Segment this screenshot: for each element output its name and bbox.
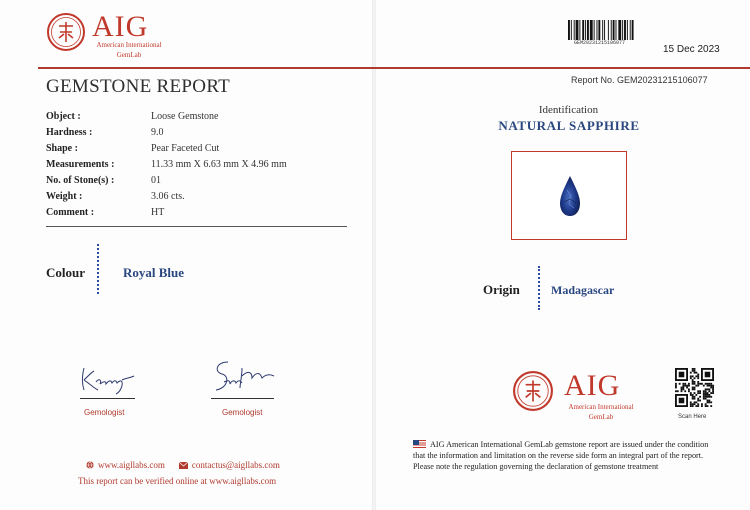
qr-module [688,385,690,387]
qr-module [699,390,701,392]
aig-seal-icon [512,370,554,412]
detail-label: Weight : [46,190,83,202]
qr-module [705,392,707,394]
qr-module [682,387,684,389]
qr-module [705,398,707,400]
qr-module [710,401,712,403]
qr-module [682,388,684,390]
qr-module [705,383,707,385]
qr-module [692,375,694,377]
qr-module [684,390,686,392]
barcode-bar [585,20,586,40]
qr-module [690,377,692,379]
logo-subtitle-2: GemLab [588,413,614,421]
barcode-bar [582,20,584,40]
contact-line [86,460,280,470]
qr-module [690,405,692,407]
signature-2-icon [206,356,280,398]
qr-module [694,401,696,403]
qr-module [707,385,709,387]
qr-module [699,400,701,402]
disclaimer-text: AIG American International GemLab gemstone report are issued under the condition that the information and limitation on the reverse side form an integral part of the report. Please note the regulation governing the declaration of gemstone treatment [413,440,709,472]
qr-module [707,392,709,394]
barcode-bar [604,20,605,40]
detail-label: Measurements : [46,158,115,170]
qr-module [705,403,707,405]
gemstone-photo-frame [511,151,627,240]
detail-label: Hardness : [46,126,93,138]
details-divider [46,226,347,227]
detail-label: Object : [46,110,81,122]
qr-module [703,392,705,394]
qr-code[interactable] [675,368,714,407]
qr-module [708,401,710,403]
qr-module [675,387,677,389]
qr-module [699,383,701,385]
qr-module [708,383,710,385]
sapphire-stone-image [512,152,628,241]
qr-module [694,388,696,390]
qr-module [684,385,686,387]
barcode-bar [579,20,580,40]
qr-module [675,385,677,387]
qr-module [703,385,705,387]
email-link[interactable]: contactus@aigllabs.com [191,460,280,470]
qr-module [710,385,712,387]
qr-module [705,388,707,390]
qr-module [692,381,694,383]
qr-module [692,370,694,372]
qr-module [705,372,711,378]
qr-module [703,396,705,398]
qr-module [699,396,701,398]
barcode-bar [611,20,612,40]
qr-module [707,396,709,398]
qr-module [681,387,683,389]
qr-module [694,368,696,370]
qr-module [694,377,696,379]
signature-1-line [80,398,135,399]
globe-icon [86,461,94,469]
qr-module [697,375,699,377]
signature-1-icon [76,362,142,396]
logo-subtitle-1: American International [96,41,162,49]
barcode-bar [587,20,589,40]
qr-module [697,374,699,376]
qr-module [705,396,707,398]
qr-module [692,405,694,407]
qr-module [695,405,697,407]
qr-module [695,385,697,387]
qr-module [694,383,696,385]
signature-1-title: Gemologist [84,408,125,417]
qr-module [697,405,699,407]
qr-module [697,383,699,385]
barcode-bar [624,20,626,40]
logo-wordmark: AIG [92,10,149,43]
detail-value: Pear Faceted Cut [151,142,220,154]
qr-module [697,381,699,383]
qr-module [692,394,694,396]
qr-module [694,372,696,374]
qr-module [703,394,705,396]
qr-module [694,387,696,389]
us-flag-icon [413,440,426,448]
qr-module [679,398,685,404]
qr-module [692,398,694,400]
detail-value: 11.33 mm X 6.63 mm X 4.96 mm [151,158,287,170]
barcode-bar [576,20,579,40]
qr-module [690,401,692,403]
origin-value: Madagascar [551,283,615,297]
qr-module [684,383,686,385]
qr-module [708,396,710,398]
verify-note: This report can be verified online at www.aigllabs.com [78,476,277,486]
qr-module [692,383,694,385]
aig-logo-bottom [512,369,634,421]
header-rule [38,67,750,69]
qr-module [707,388,709,390]
colour-value: Royal Blue [123,265,185,280]
qr-module [695,401,697,403]
barcode-bar [598,20,600,40]
qr-module [712,392,714,394]
qr-module [695,372,697,374]
detail-row [46,172,287,188]
barcode-bar [597,20,598,40]
qr-module [692,368,694,370]
barcode-bar [590,20,593,40]
barcode-bar [608,20,609,40]
qr-module [681,390,683,392]
logo-subtitle-2: GemLab [116,51,142,59]
qr-module [686,387,688,389]
center-fold [372,0,376,510]
qr-module [692,388,694,390]
qr-module [710,383,712,385]
qr-module [694,403,696,405]
barcode [568,20,660,40]
qr-module [692,387,694,389]
qr-module [705,405,707,407]
qr-module [686,385,688,387]
barcode-bar [616,20,617,40]
qr-module [694,398,696,400]
qr-module [694,392,696,394]
detail-row [46,156,287,172]
barcode-bar [602,20,603,40]
qr-module [694,381,696,383]
barcode-bar [568,20,570,40]
report-number: Report No. GEM20231215106077 [571,75,708,85]
qr-module [697,390,699,392]
detail-label: Comment : [46,206,95,218]
detail-row [46,188,287,204]
qr-module [703,390,705,392]
qr-module [708,388,710,390]
barcode-bar [622,20,623,40]
qr-module [690,394,692,396]
detail-value: HT [151,206,165,218]
qr-module [697,377,699,379]
identification-label: Identification [538,104,599,116]
qr-module [697,400,699,402]
qr-caption: Scan Here [678,414,707,420]
detail-value: Loose Gemstone [151,110,219,122]
barcode-bar [574,20,575,40]
envelope-icon [179,462,188,469]
origin-dotted-divider [538,266,540,310]
qr-module [695,375,697,377]
barcode-number: GEM20231215106077 [574,40,626,46]
qr-module [708,390,710,392]
qr-module [712,387,714,389]
barcode-bar [618,20,621,40]
qr-module [707,383,709,385]
colour-label: Colour [46,265,85,280]
barcode-bar [594,20,595,40]
qr-module [695,394,697,396]
qr-module [681,388,683,390]
qr-module [679,383,681,385]
detail-row [46,204,287,220]
detail-row [46,124,287,140]
barcode-bar [632,20,634,40]
qr-module [705,394,707,396]
qr-module [677,390,679,392]
qr-module [688,390,690,392]
page-title: GEMSTONE REPORT [46,76,231,97]
qr-module [710,405,712,407]
aig-logo [46,10,162,59]
website-link[interactable]: www.aigllabs.com [98,460,165,470]
qr-module [710,392,712,394]
qr-module [692,403,694,405]
qr-module [707,400,709,402]
qr-module [697,392,699,394]
detail-row [46,140,287,156]
qr-module [712,388,714,390]
qr-module [682,385,684,387]
qr-module [710,396,712,398]
qr-module [694,396,696,398]
detail-row [46,108,287,124]
barcode-bar [613,20,615,40]
signature-2-line [211,398,274,399]
detail-label: No. of Stone(s) : [46,174,115,186]
qr-module [708,394,710,396]
qr-module [708,400,710,402]
qr-module [690,403,692,405]
qr-module [707,394,709,396]
qr-module [692,379,694,381]
qr-module [707,401,709,403]
qr-module [705,390,707,392]
qr-module [699,392,701,394]
detail-label: Shape : [46,142,78,154]
qr-module [701,383,703,385]
signature-2-title: Gemologist [222,408,263,417]
qr-module [690,375,692,377]
qr-module [675,390,677,392]
qr-module [694,370,696,372]
qr-module [690,372,692,374]
qr-module [682,383,684,385]
qr-module [688,383,690,385]
identification-value: NATURAL SAPPHIRE [498,118,640,133]
aig-seal-icon [46,12,86,52]
colour-dotted-divider [97,244,99,294]
qr-module [675,383,677,385]
qr-module [703,398,705,400]
logo-subtitle-1: American International [568,403,634,411]
barcode-bar [630,20,631,40]
qr-module [697,403,699,405]
qr-module [679,372,685,378]
qr-module [701,405,703,407]
report-date: 15 Dec 2023 [663,44,720,55]
detail-value: 3.06 cts. [151,190,185,202]
qr-module [712,385,714,387]
details-table [46,108,287,220]
qr-module [708,385,710,387]
qr-module [701,403,703,405]
barcode-bar [627,20,628,40]
qr-module [710,387,712,389]
qr-module [712,390,714,392]
qr-module [690,392,692,394]
disclaimer [413,439,718,473]
qr-module [707,405,709,407]
qr-module [692,396,694,398]
origin-label: Origin [483,282,520,297]
qr-module [688,388,690,390]
qr-module [697,385,699,387]
detail-value: 9.0 [151,126,164,138]
logo-wordmark: AIG [564,369,621,402]
detail-value: 01 [151,174,161,186]
qr-module [697,398,699,400]
barcode-bar [571,20,572,40]
